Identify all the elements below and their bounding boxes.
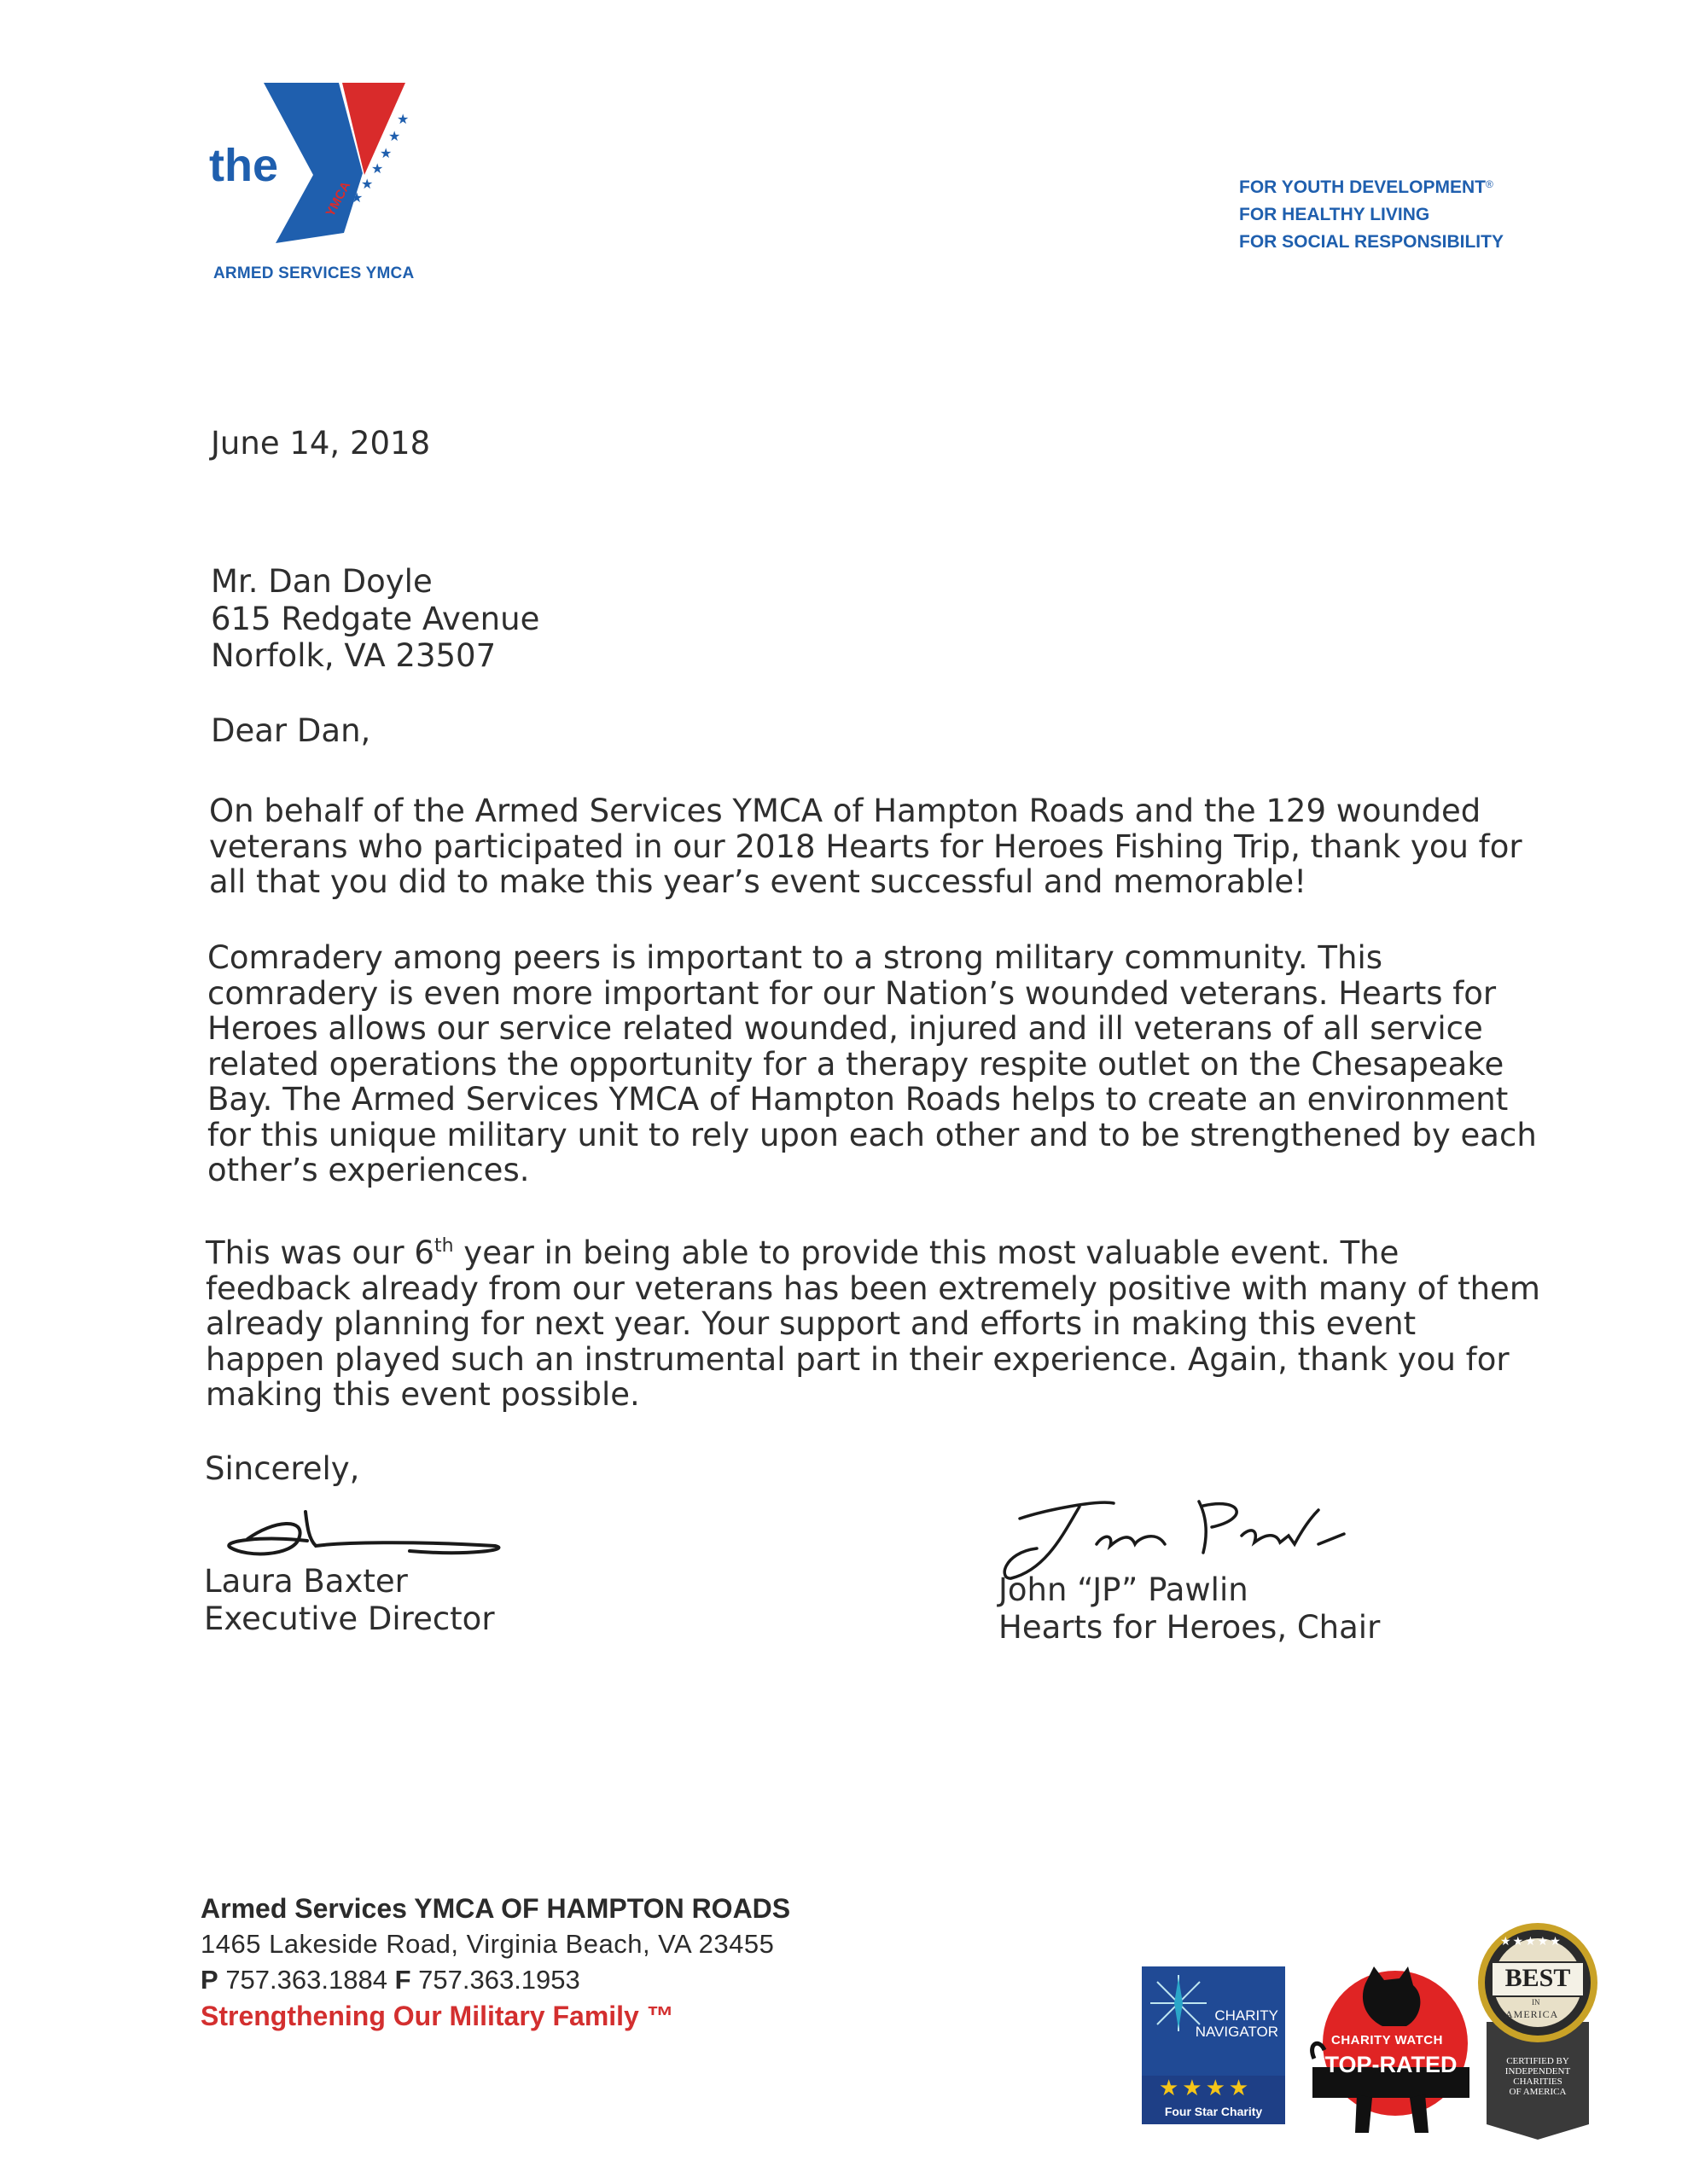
tagline-line: FOR HEALTHY LIVING [1239, 205, 1430, 224]
seal-caption: CERTIFIED BY INDEPENDENT CHARITIES OF AMERICA [1504, 2056, 1571, 2097]
recipient-line: Mr. Dan Doyle [211, 563, 433, 600]
paragraph-line: already planning for next year. Your support and efforts in making this event [206, 1305, 1417, 1342]
ymca-y-icon [260, 73, 431, 252]
star-rating-icon: ★★★★ [1159, 2076, 1253, 2101]
paragraph-line: feedback already from our veterans has been extremely positive with many of them [206, 1269, 1540, 1307]
svg-text:★: ★ [388, 128, 401, 144]
logo-small-text: YMCA [323, 178, 354, 219]
paragraph-3 [206, 1235, 1540, 1413]
tagline-line: FOR YOUTH DEVELOPMENT® [1239, 177, 1493, 197]
charity-watch-rating: TOP-RATED [1324, 2052, 1458, 2077]
footer-motto: Strengthening Our Military Family ™ [201, 2001, 674, 2031]
signature-laura-baxter [213, 1502, 512, 1570]
svg-text:★: ★ [397, 111, 410, 127]
best-in-america-badge [1475, 1920, 1601, 2141]
signer-title: Hearts for Heroes, Chair [998, 1609, 1381, 1646]
paragraph-line: making this event possible. [206, 1376, 640, 1413]
svg-text:★: ★ [361, 176, 374, 192]
footer-phone-fax: P 757.363.1884 F 757.363.1953 [201, 1965, 580, 1995]
paragraph-line: veterans who participated in our 2018 Hearts for Heroes Fishing Trip, thank you for [209, 828, 1522, 865]
footer-org: Armed Services YMCA OF HAMPTON ROADS [201, 1893, 791, 1924]
tagline [1239, 171, 1504, 256]
america-label: AMERICA [1505, 2008, 1559, 2020]
paragraph-line: Comradery among peers is important to a strong military community. This [207, 939, 1383, 976]
paragraph-2 [207, 940, 1537, 1188]
in-label: IN [1532, 1998, 1540, 2007]
charity-navigator-badge [1142, 1966, 1285, 2124]
signer-1 [204, 1563, 495, 1638]
paragraph-line: Heroes allows our service related wounded, injured and ill veterans of all service [207, 1010, 1483, 1047]
footer-contact [201, 1891, 790, 2034]
paragraph-line: related operations the opportunity for a therapy respite outlet on the Chesapeake [207, 1045, 1504, 1083]
paragraph-line: Bay. The Armed Services YMCA of Hampton Roads helps to create an environment [207, 1081, 1509, 1118]
charity-watch-badge [1306, 1966, 1476, 2137]
charity-navigator-title: CHARITY NAVIGATOR [1195, 2007, 1278, 2040]
paragraph-line: comradery is even more important for our Nation’s wounded veterans. Hearts for [207, 974, 1497, 1012]
paragraph-line: for this unique military unit to rely upon each other and to be strengthened by each [207, 1116, 1537, 1153]
svg-text:★: ★ [371, 160, 384, 177]
paragraph-line: happen played such an instrumental part in their experience. Again, thank you for [206, 1340, 1510, 1378]
signer-title: Executive Director [204, 1600, 495, 1637]
recipient-line: Norfolk, VA 23507 [211, 637, 497, 674]
seal-stars-icon: ★★★★★ [1500, 1935, 1562, 1949]
closing: Sincerely, [205, 1450, 360, 1487]
best-label: BEST [1504, 1964, 1571, 1992]
logo-word: the [209, 140, 278, 191]
recipient-address [211, 563, 539, 675]
logo-subtitle: ARMED SERVICES YMCA [213, 264, 415, 282]
charity-navigator-caption: Four Star Charity [1164, 2105, 1263, 2118]
svg-text:★: ★ [380, 145, 393, 161]
letter-date: June 14, 2018 [211, 425, 431, 462]
tagline-line: FOR SOCIAL RESPONSIBILITY [1239, 232, 1504, 252]
signer-name: Laura Baxter [204, 1563, 408, 1600]
ymca-logo [209, 73, 431, 286]
signer-2 [998, 1571, 1380, 1647]
paragraph-line: other’s experiences. [207, 1152, 530, 1188]
recipient-line: 615 Redgate Avenue [211, 600, 540, 637]
charity-watch-label: CHARITY WATCH [1331, 2033, 1443, 2048]
paragraph-line: On behalf of the Armed Services YMCA of Hampton Roads and the 129 wounded [209, 793, 1481, 829]
paragraph-line: This was our 6th year in being able to provide this most valuable event. The [206, 1234, 1399, 1271]
footer-address: 1465 Lakeside Road, Virginia Beach, VA 23455 [201, 1929, 775, 1959]
signer-name: John “JP” Pawlin [998, 1571, 1248, 1608]
paragraph-line: all that you did to make this year’s event successful and memorable! [209, 863, 1307, 900]
salutation: Dear Dan, [211, 712, 371, 749]
paragraph-1 [209, 793, 1522, 900]
svg-text:★: ★ [351, 189, 364, 206]
seal-icon [1475, 1920, 1601, 2141]
